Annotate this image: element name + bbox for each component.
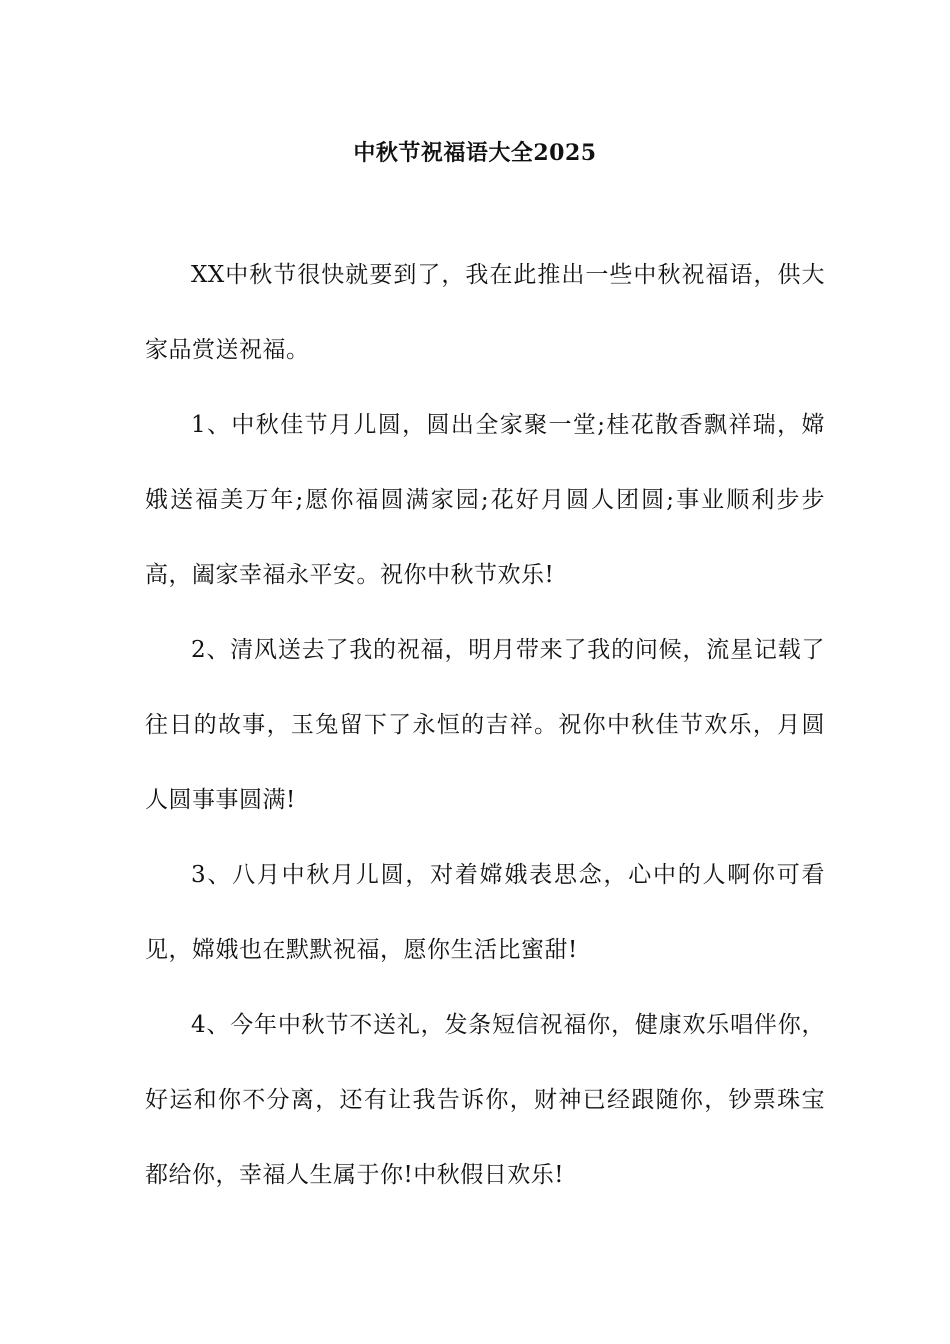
greeting-paragraph-2: 2、清风送去了我的祝福，明月带来了我的问候，流星记载了往日的故事，玉兔留下了永恒的吉祥。祝你中秋佳节欢乐，月圆人圆事事圆满! [145, 637, 825, 813]
greeting-paragraph-1: 1、中秋佳节月儿圆，圆出全家聚一堂;桂花散香飘祥瑞，嫦娥送福美万年;愿你福圆满家园;花好月圆人团圆;事业顺利步步高，阖家幸福永平安。祝你中秋节欢乐! [145, 412, 825, 588]
document-body [145, 238, 825, 1213]
greeting-paragraph-4: 4、今年中秋节不送礼，发条短信祝福你，健康欢乐唱伴你，好运和你不分离，还有让我告诉你，财神已经跟随你，钞票珠宝都给你，幸福人生属于你!中秋假日欢乐! [145, 1012, 825, 1188]
intro-paragraph: XX中秋节很快就要到了，我在此推出一些中秋祝福语，供大家品赏送祝福。 [145, 262, 825, 363]
document-title: 中秋节祝福语大全2025 [353, 140, 597, 166]
greeting-paragraph-3: 3、八月中秋月儿圆，对着嫦娥表思念，心中的人啊你可看见，嫦娥也在默默祝福，愿你生活比蜜甜! [145, 862, 825, 963]
